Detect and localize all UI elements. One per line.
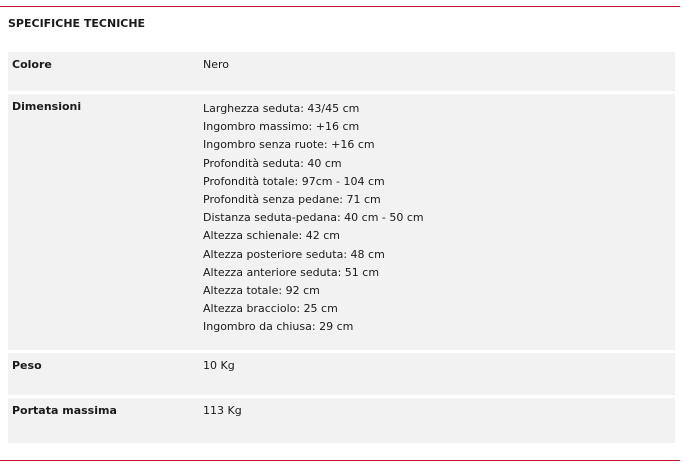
spec-label: Colore — [12, 58, 52, 71]
dimension-line: Profondità senza pedane: 71 cm — [203, 193, 381, 207]
dimension-line: Ingombro massimo: +16 cm — [203, 120, 360, 134]
dimension-line: Altezza schienale: 42 cm — [203, 229, 341, 243]
spec-label: Dimensioni — [12, 100, 82, 113]
spec-label: Portata massima — [12, 404, 117, 417]
spec-value: 113 Kg — [203, 404, 242, 417]
dimension-line: Profondità totale: 97cm - 104 cm — [203, 174, 385, 188]
section-heading: SPECIFICHE TECNICHE — [8, 17, 146, 30]
dimension-line: Ingombro senza ruote: +16 cm — [203, 138, 375, 152]
dimension-line: Ingombro da chiusa: 29 cm — [203, 320, 354, 334]
dimension-line: Distanza seduta-pedana: 40 cm - 50 cm — [203, 211, 424, 225]
dimension-line: Larghezza seduta: 43/45 cm — [203, 102, 360, 115]
specs-table — [8, 52, 675, 443]
bottom-divider — [0, 460, 680, 461]
spec-value-list — [196, 94, 675, 350]
top-divider — [0, 6, 680, 7]
dimension-line: Altezza posteriore seduta: 48 cm — [203, 247, 385, 261]
spec-row-dimensioni — [8, 94, 675, 353]
dimension-line: Profondità seduta: 40 cm — [203, 156, 342, 170]
spec-label: Peso — [12, 359, 42, 372]
spec-value: Nero — [203, 58, 230, 71]
spec-value: 10 Kg — [203, 359, 235, 372]
spec-row-portata-massima — [8, 398, 675, 443]
dimension-line: Altezza totale: 92 cm — [203, 284, 320, 298]
spec-row-colore — [8, 52, 675, 94]
dimension-line: Altezza anteriore seduta: 51 cm — [203, 265, 380, 279]
spec-row-peso — [8, 353, 675, 398]
dimension-line: Altezza bracciolo: 25 cm — [203, 302, 338, 316]
